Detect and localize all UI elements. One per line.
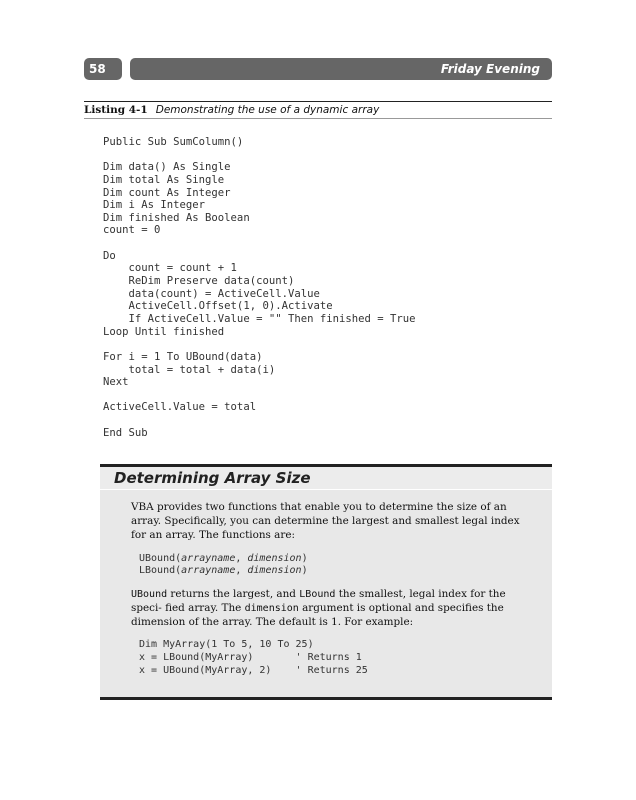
code-line (103, 414, 416, 427)
syntax-line: LBound(arrayname, dimension) (139, 565, 308, 577)
code-line (103, 149, 416, 162)
example-line: Dim MyArray(1 To 5, 10 To 25) (139, 639, 314, 651)
listing-caption-text: Demonstrating the use of a dynamic array (155, 104, 380, 116)
code-line: count = 0 (103, 224, 161, 237)
code-line: For i = 1 To UBound(data) (103, 350, 263, 363)
code-line: Do (103, 249, 116, 262)
code-line: Dim count As Integer (103, 186, 231, 199)
code-line: If ActiveCell.Value = "" Then finished = True (103, 312, 416, 325)
example-line: x = LBound(MyArray) ' Returns 1 (139, 652, 362, 663)
syntax-block (139, 553, 531, 578)
divider (84, 101, 552, 102)
code-line: ActiveCell.Value = total (103, 401, 257, 414)
sidebar-paragraph: VBA provides two functions that enable you to determine the size of an array. Specifically, you can determine the largest and smallest legal index for an array. The functions are: (131, 501, 520, 542)
code-line (103, 237, 416, 250)
code-line: End Sub (103, 426, 148, 439)
sidebar-box (100, 464, 552, 700)
sidebar-title: Determining Array Size (100, 467, 552, 490)
sidebar-paragraph: UBound returns the largest, and LBound the smallest, legal index for the speci- fied array. The dimension argument is optional and specifies the dimension of the array. The default is 1. For example: (131, 587, 506, 629)
example-line: x = UBound(MyArray, 2) ' Returns 25 (139, 664, 368, 676)
code-line: Dim total As Single (103, 173, 225, 186)
code-line: Next (103, 376, 129, 389)
listing-label: Listing 4-1 (84, 104, 148, 116)
code-line: Dim finished As Boolean (103, 211, 250, 224)
example-code (139, 639, 531, 677)
code-line: total = total + data(i) (103, 363, 276, 376)
code-line: ReDim Preserve data(count) (103, 275, 295, 288)
code-line (103, 389, 416, 402)
listing-caption (84, 103, 379, 117)
code-line: ActiveCell.Offset(1, 0).Activate (103, 300, 333, 313)
code-line: data(count) = ActiveCell.Value (103, 287, 320, 300)
divider (84, 118, 552, 119)
code-line: Dim i As Integer (103, 199, 206, 212)
code-listing (103, 136, 416, 439)
page-number: 58 (84, 58, 122, 80)
code-line: Public Sub SumColumn() (103, 136, 244, 148)
syntax-line: UBound(arrayname, dimension) (139, 552, 308, 564)
section-title-bar: Friday Evening (130, 58, 552, 80)
code-line: Loop Until finished (103, 325, 225, 338)
code-line: Dim data() As Single (103, 161, 231, 174)
code-line: count = count + 1 (103, 262, 237, 275)
code-line (103, 338, 416, 351)
